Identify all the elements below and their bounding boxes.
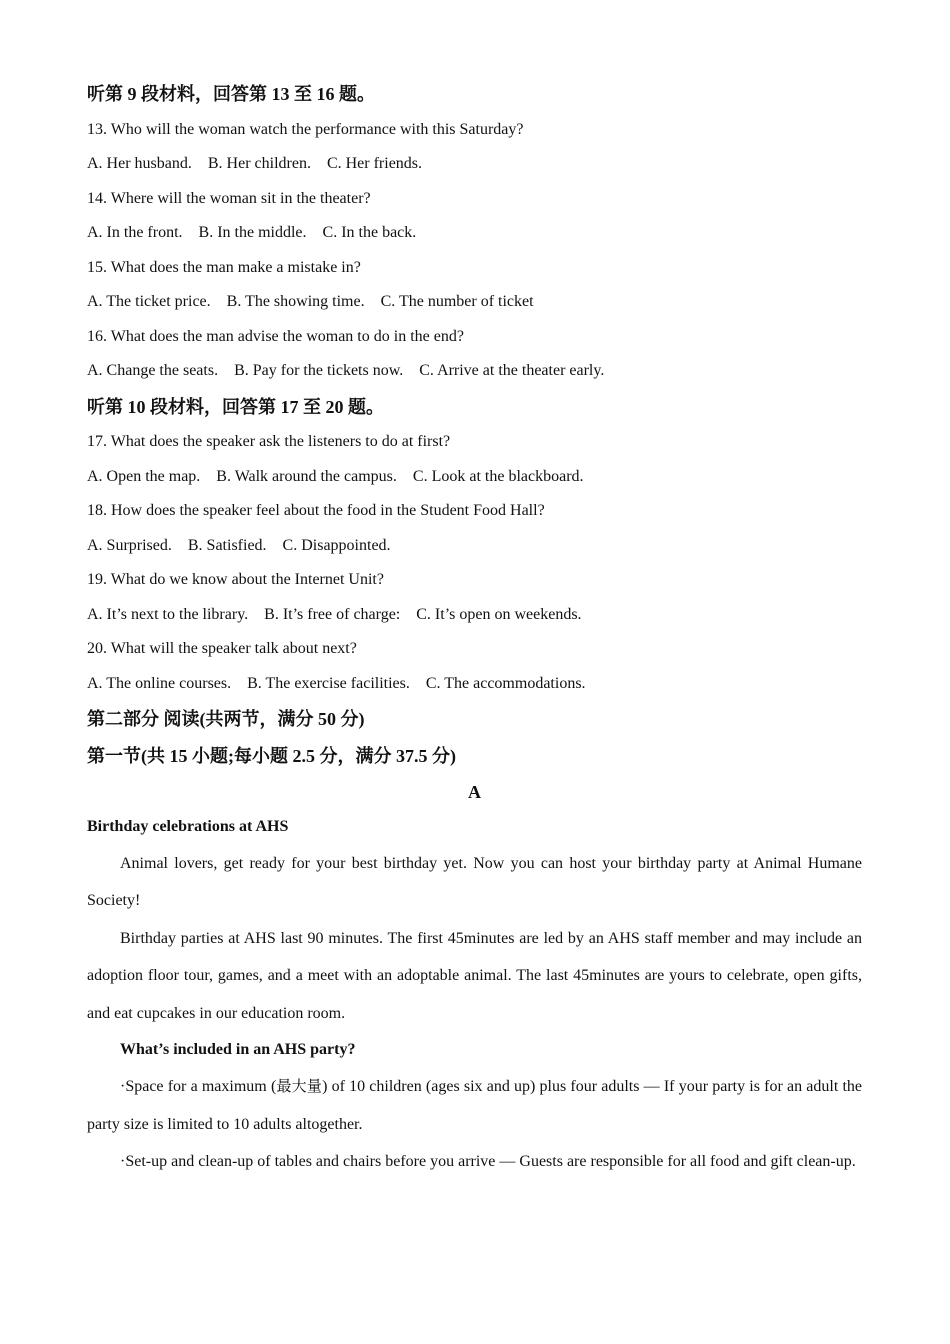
question-18: 18. How does the speaker feel about the food in the Student Food Hall? [87, 502, 545, 519]
question-20: 20. What will the speaker talk about next? [87, 640, 357, 657]
options-19: A. It’s next to the library. B. It’s free of charge: C. It’s open on weekends. [87, 605, 582, 623]
question-16: 16. What does the man advise the woman to do in the end? [87, 327, 464, 345]
section-one-heading: 第一节(共 15 小题;每小题 2.5 分，满分 37.5 分) [87, 745, 456, 766]
section-heading-9: 听第 9 段材料，回答第 13 至 16 题。 [87, 84, 375, 104]
options-16: A. Change the seats. B. Pay for the tickets now. C. Arrive at the theater early. [87, 362, 605, 379]
question-19: 19. What do we know about the Internet Unit? [87, 571, 384, 588]
bullet-1-post: ) of 10 children (ages six and up) plus four adults — If your party is for an adult the party size is limited to 10 adults altogether. [87, 1078, 863, 1133]
included-heading: What’s included in an AHS party? [120, 1041, 356, 1058]
options-15: A. The ticket price. B. The showing time. C. The number of ticket [87, 293, 534, 310]
bullet-1-pre: ·Space for a maximum ( [120, 1078, 277, 1095]
options-14: A. In the front. B. In the middle. C. In the back. [87, 224, 417, 241]
options-17: A. Open the map. B. Walk around the campus. C. Look at the blackboard. [87, 467, 584, 485]
bullet-1 [87, 1068, 862, 1143]
options-13: A. Her husband. B. Her children. C. Her friends. [87, 155, 423, 172]
question-14: 14. Where will the woman sit in the theater? [87, 189, 371, 207]
question-15: 15. What does the man make a mistake in? [87, 258, 361, 276]
paragraph-1: Animal lovers, get ready for your best birthday yet. Now you can host your birthday party at Animal Humane Society! [87, 854, 862, 909]
passage-letter: A [468, 782, 481, 802]
passage-title: Birthday celebrations at AHS [87, 818, 289, 835]
options-18: A. Surprised. B. Satisfied. C. Disappointed. [87, 536, 391, 554]
question-17: 17. What does the speaker ask the listeners to do at first? [87, 433, 451, 450]
options-20: A. The online courses. B. The exercise facilities. C. The accommodations. [87, 674, 586, 692]
section-heading-10: 听第 10 段材料，回答第 17 至 20 题。 [87, 396, 384, 417]
bullet-2: ·Set-up and clean-up of tables and chairs before you arrive — Guests are responsible for all food and gift clean-up. [120, 1153, 856, 1170]
paragraph-2: Birthday parties at AHS last 90 minutes. The first 45minutes are led by an AHS staff member and may include an adoption floor tour, games, and a meet with an adoptable animal. The last 45minutes are yours to celebrate, open gifts, and eat cupcakes in our education room. [87, 929, 862, 1022]
part-two-heading: 第二部分 阅读(共两节，满分 50 分) [87, 709, 365, 729]
document-content [87, 76, 862, 1181]
question-13: 13. Who will the woman watch the performance with this Saturday? [87, 120, 524, 138]
bullet-1-cjk: 最大量 [276, 1077, 323, 1095]
